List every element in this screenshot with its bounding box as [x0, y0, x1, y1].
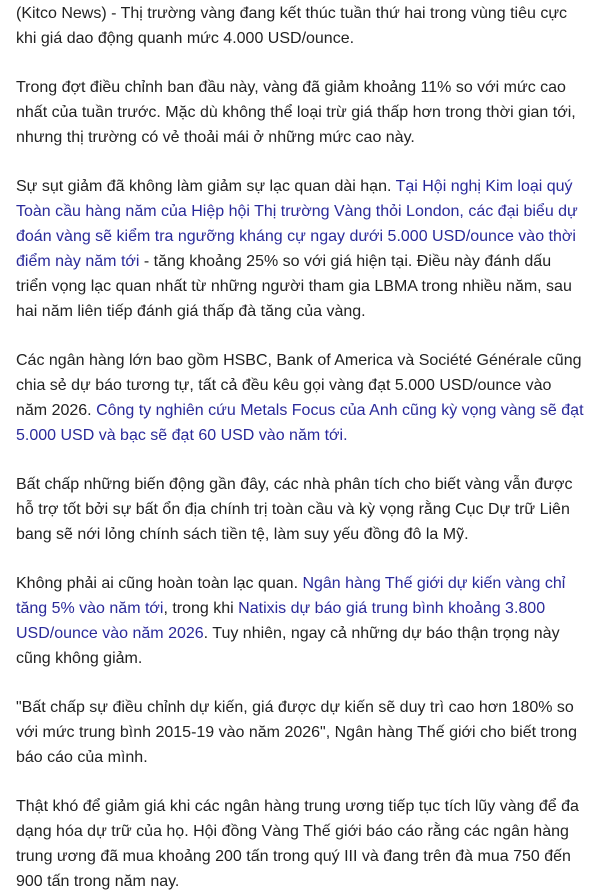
paragraph-text: Sự sụt giảm đã không làm giảm sự lạc quan dài hạn.	[16, 178, 396, 195]
paragraph-text: Trong đợt điều chỉnh ban đầu này, vàng đã giảm khoảng 11% so với mức cao nhất của tuần trước. Mặc dù không thể loại trừ giá thấp hơn trong thời gian tới, nhưng thị trường có vẻ thoải mái ở những mức cao này.	[16, 79, 576, 146]
paragraph-text: Bất chấp những biến động gần đây, các nhà phân tích cho biết vàng vẫn được hỗ trợ tốt bởi sự bất ổn địa chính trị toàn cầu và kỳ vọng rằng Cục Dự trữ Liên bang sẽ nới lỏng chính sách tiền tệ, làm suy yếu đồng đô la Mỹ.	[16, 476, 573, 543]
paragraph-text: "Bất chấp sự điều chỉnh dự kiến, giá được dự kiến sẽ duy trì cao hơn 180% so với mức trung bình 2015-19 vào năm 2026", Ngân hàng Thế giới cho biết trong báo cáo của mình.	[16, 699, 577, 766]
link-lbma-conference[interactable]: Tại Hội nghị Kim loại quý Toàn cầu hàng năm của Hiệp hội Thị trường Vàng thỏi London, các đại biểu dự đoán vàng sẽ kiểm tra ngưỡng kháng cự ngay dưới 5.000 USD/ounce vào thời điểm này năm tới	[16, 178, 578, 270]
link-metals-focus[interactable]: Công ty nghiên cứu Metals Focus của Anh cũng kỳ vọng vàng sẽ đạt 5.000 USD và bạc sẽ đạt 60 USD vào năm tới.	[16, 402, 584, 444]
paragraph-central-banks	[16, 794, 585, 894]
paragraph-cautious-views	[16, 571, 585, 671]
paragraph-analyst-support	[16, 472, 585, 547]
paragraph-intro	[16, 1, 585, 51]
paragraph-text: Thật khó để giảm giá khi các ngân hàng trung ương tiếp tục tích lũy vàng để đa dạng hóa dự trữ của họ. Hội đồng Vàng Thế giới báo cáo rằng các ngân hàng trung ương đã mua khoảng 200 tấn trong quý III và đang trên đà mua 750 đến 900 tấn trong năm nay.	[16, 798, 579, 890]
paragraph-text: Không phải ai cũng hoàn toàn lạc quan.	[16, 575, 303, 592]
paragraph-correction	[16, 75, 585, 150]
paragraph-text: , trong khi	[163, 600, 239, 617]
link-natixis-forecast[interactable]: Natixis dự báo giá trung bình khoảng 3.800 USD/ounce vào năm 2026	[16, 600, 546, 642]
paragraph-text: Các ngân hàng lớn bao gồm HSBC, Bank of America và Société Générale cũng chia sẻ dự báo tương tự, tất cả đều kêu gọi vàng đạt 5.000 USD/ounce vào năm 2026.	[16, 352, 582, 419]
paragraph-text: - tăng khoảng 25% so với giá hiện tại. Điều này đánh dấu triển vọng lạc quan nhất từ những người tham gia LBMA trong nhiều năm, sau hai năm liên tiếp đánh giá thấp đà tăng của vàng.	[16, 253, 572, 320]
link-world-bank-forecast[interactable]: Ngân hàng Thế giới dự kiến vàng chỉ tăng 5% vào năm tới	[16, 575, 566, 617]
paragraph-text: (Kitco News) - Thị trường vàng đang kết thúc tuần thứ hai trong vùng tiêu cực khi giá dao động quanh mức 4.000 USD/ounce.	[16, 5, 568, 47]
paragraph-text: . Tuy nhiên, ngay cả những dự báo thận trọng này cũng không giảm.	[16, 625, 560, 667]
paragraph-bank-forecasts	[16, 348, 585, 448]
paragraph-lbma-forecast	[16, 174, 585, 324]
article-body	[0, 1, 601, 894]
paragraph-world-bank-quote	[16, 695, 585, 770]
